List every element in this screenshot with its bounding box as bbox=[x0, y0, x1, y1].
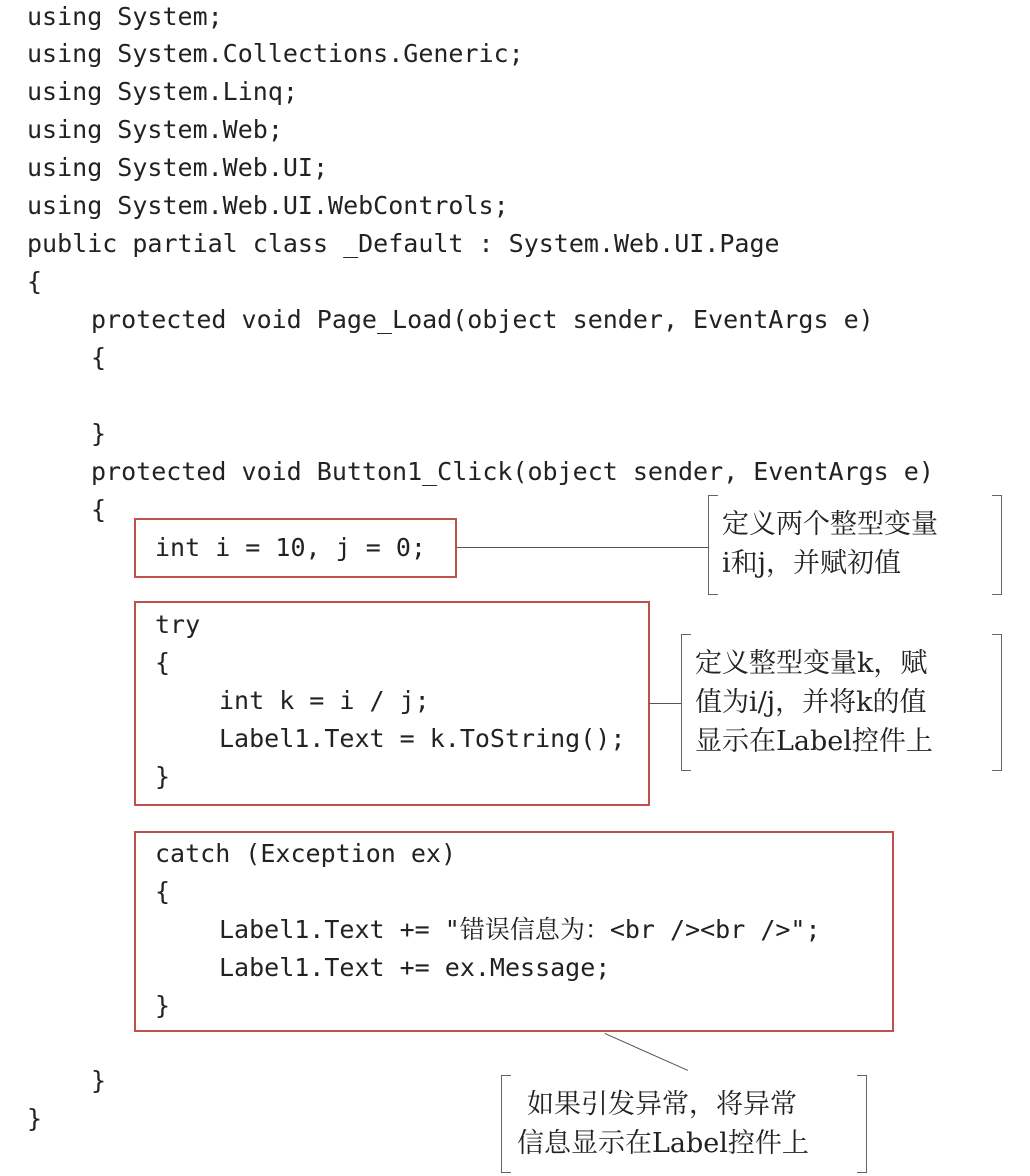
annotation-note-1-line-1: 定义两个整型变量 bbox=[722, 509, 938, 540]
code-line: int i = 10, j = 0; bbox=[155, 533, 426, 562]
code-line: try bbox=[155, 610, 201, 639]
annotation-note-1-line-2: i和j，并赋初值 bbox=[722, 548, 902, 579]
code-line: { bbox=[155, 648, 171, 677]
connector-line-1 bbox=[457, 547, 708, 548]
annotation-bracket-left bbox=[501, 1075, 511, 1173]
code-line: { bbox=[91, 495, 107, 524]
code-line: protected void Page_Load(object sender, EventArgs e) bbox=[91, 305, 874, 334]
annotation-note-3-line-2: 信息显示在Label控件上 bbox=[517, 1128, 809, 1159]
code-line: catch (Exception ex) bbox=[155, 839, 457, 868]
annotation-note-2-line-1: 定义整型变量k，赋 bbox=[695, 648, 928, 679]
code-line: Label1.Text += "错误信息为：<br /><br />"; bbox=[219, 915, 821, 944]
code-line: Label1.Text += ex.Message; bbox=[219, 953, 611, 982]
annotation-bracket-left bbox=[681, 634, 691, 771]
annotation-bracket-left bbox=[708, 495, 718, 595]
code-line: } bbox=[27, 1104, 43, 1133]
code-line: using System; bbox=[27, 2, 223, 31]
code-line: } bbox=[155, 991, 171, 1020]
code-line: { bbox=[27, 267, 43, 296]
annotation-bracket-right bbox=[992, 495, 1002, 595]
code-line: } bbox=[91, 419, 107, 448]
annotation-note-3-line-1: 如果引发异常，将异常 bbox=[527, 1089, 797, 1120]
connector-line-2 bbox=[650, 703, 681, 704]
highlight-box-catch bbox=[134, 831, 894, 1032]
code-line: using System.Web.UI.WebControls; bbox=[27, 191, 509, 220]
connector-line-3 bbox=[605, 1033, 689, 1071]
code-line: { bbox=[155, 877, 171, 906]
code-line: int k = i / j; bbox=[219, 686, 430, 715]
code-line: using System.Web.UI; bbox=[27, 153, 329, 182]
code-line: } bbox=[155, 762, 171, 791]
code-line: using System.Web; bbox=[27, 115, 283, 144]
code-line: protected void Button1_Click(object sender, EventArgs e) bbox=[91, 457, 934, 486]
code-line: Label1.Text = k.ToString(); bbox=[219, 724, 626, 753]
code-line: using System.Collections.Generic; bbox=[27, 39, 524, 68]
annotation-note-2-line-3: 显示在Label控件上 bbox=[695, 726, 933, 757]
highlight-box-declaration bbox=[134, 518, 457, 578]
annotation-note-2-line-2: 值为i/j，并将k的值 bbox=[695, 687, 927, 718]
annotation-bracket-right bbox=[992, 634, 1002, 771]
highlight-box-try bbox=[134, 601, 650, 806]
code-line: } bbox=[91, 1066, 107, 1095]
code-line: using System.Linq; bbox=[27, 77, 298, 106]
code-line: { bbox=[91, 343, 107, 372]
annotation-bracket-right bbox=[857, 1075, 867, 1173]
code-line: public partial class _Default : System.Web.UI.Page bbox=[27, 229, 780, 258]
